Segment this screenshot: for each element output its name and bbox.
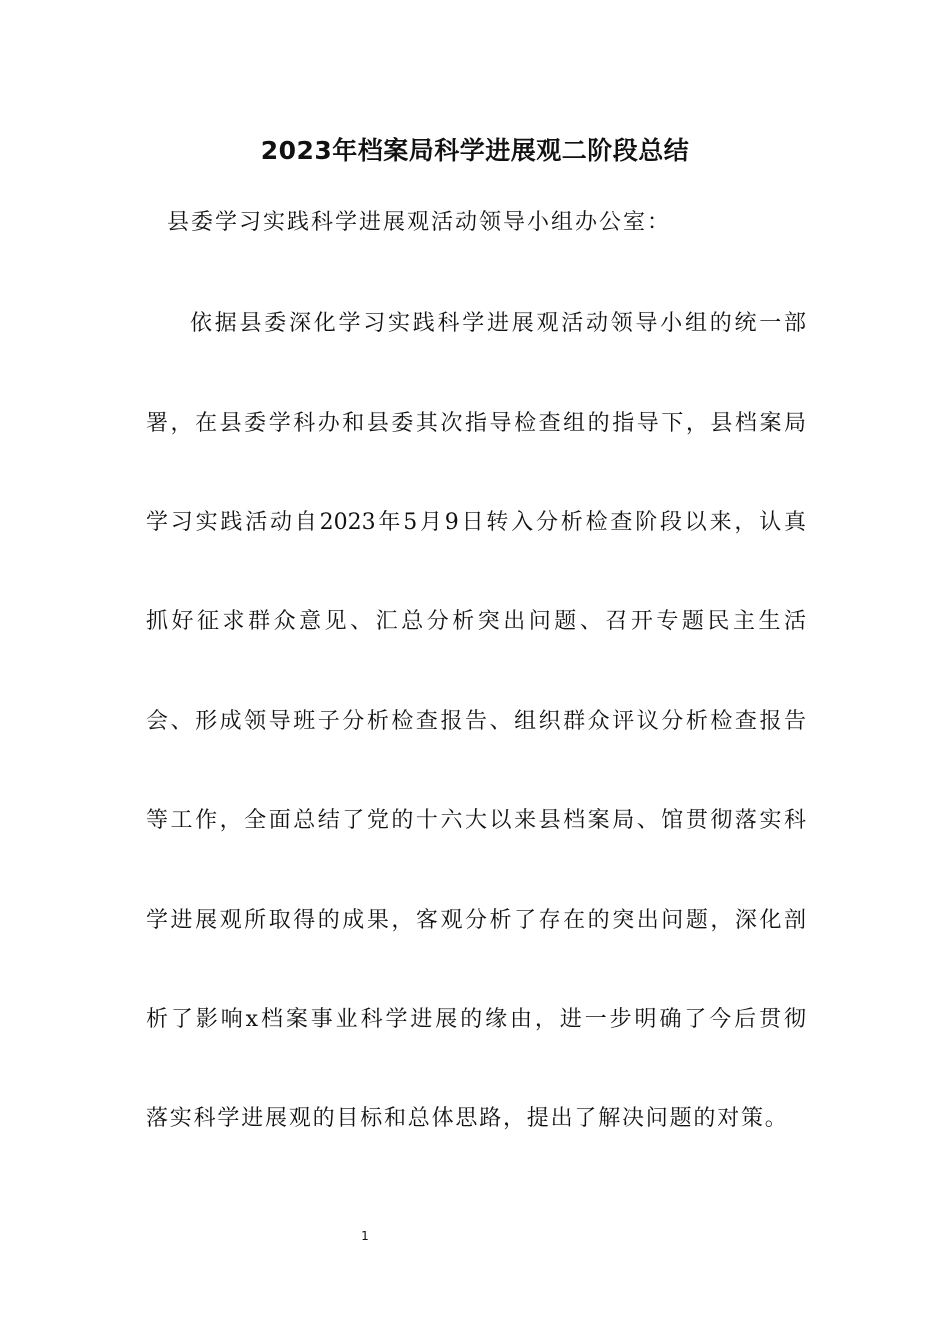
- salutation: 县委学习实践科学进展观活动领导小组办公室：: [167, 210, 672, 235]
- paragraph-line: 学习实践活动自2023年5月9日转入分析检查阶段以来，认真: [146, 510, 806, 535]
- document-title: 2023年档案局科学进展观二阶段总结: [260, 136, 690, 165]
- paragraph-line: 抓好征求群众意见、汇总分析突出问题、召开专题民主生活: [146, 609, 806, 634]
- paragraph-line: 署，在县委学科办和县委其次指导检查组的指导下，县档案局: [146, 411, 806, 436]
- paragraph-line: 落实科学进展观的目标和总体思路，提出了解决问题的对策。: [146, 1106, 789, 1131]
- paragraph-line: 会、形成领导班子分析检查报告、组织群众评议分析检查报告: [146, 709, 806, 734]
- paragraph-line: 等工作，全面总结了党的十六大以来县档案局、馆贯彻落实科: [146, 808, 806, 833]
- paragraph-line: 依据县委深化学习实践科学进展观活动领导小组的统一部: [190, 311, 806, 336]
- paragraph-line: 析了影响x档案事业科学进展的缘由，进一步明确了今后贯彻: [146, 1007, 806, 1032]
- page-number: 1: [361, 1229, 369, 1243]
- paragraph-line: 学进展观所取得的成果，客观分析了存在的突出问题，深化剖: [146, 908, 806, 933]
